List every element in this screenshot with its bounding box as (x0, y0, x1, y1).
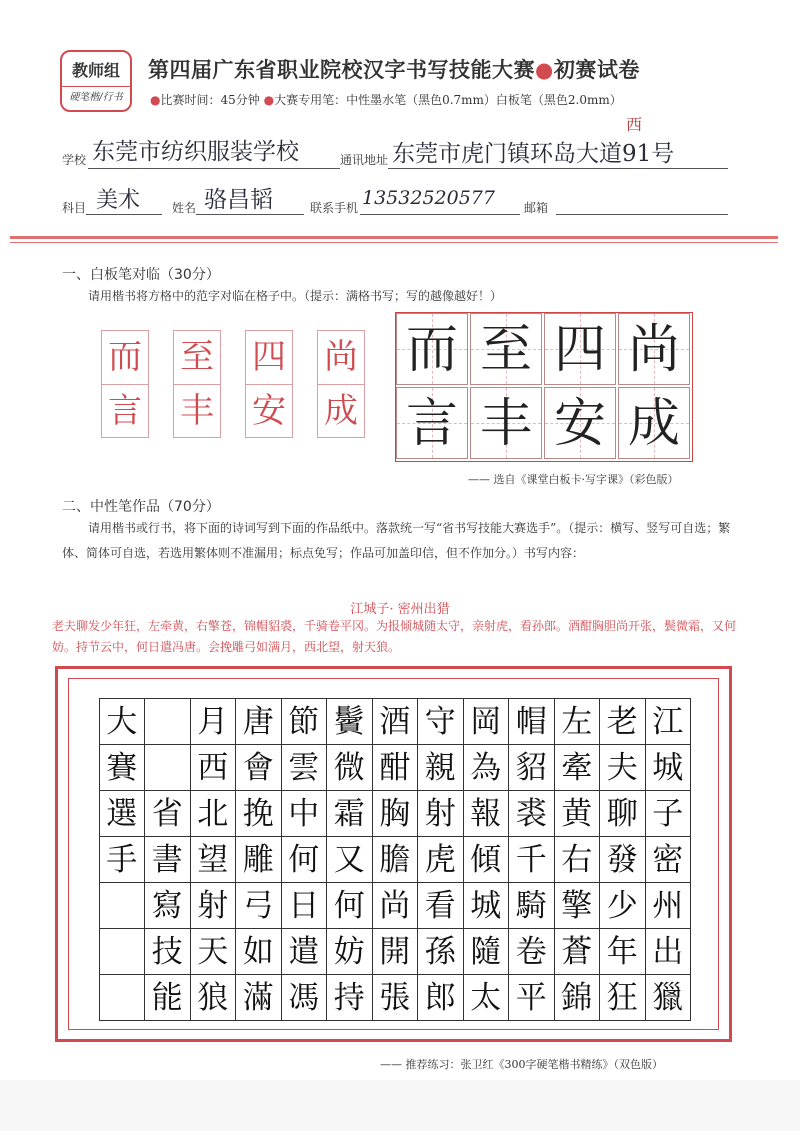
grid-cell[interactable]: 少 (599, 882, 646, 929)
school-label: 学校 (62, 153, 87, 167)
grid-cell[interactable]: 傾 (463, 836, 510, 883)
section2-instructions: 请用楷书或行书，将下面的诗词写到下面的作品纸中。落款统一写“省书写技能大赛选手”。（提示：横写、竖写可自选；繁体、简体可自选，若选用繁体则不准漏用；标点免写；作品可加盖印信，但不作加分。）书写内容： (62, 521, 731, 560)
grid-cell[interactable]: 狂 (599, 974, 646, 1021)
grid-cell[interactable]: 持 (326, 974, 373, 1021)
model-card (317, 330, 365, 438)
grid-cell[interactable]: 郎 (417, 974, 464, 1021)
name-field[interactable]: 骆昌韬 (204, 187, 273, 213)
name-label: 姓名 (172, 201, 197, 215)
grid-cell[interactable]: 霜 (326, 790, 373, 837)
email-underline (556, 214, 728, 215)
grid-cell[interactable]: 射 (417, 790, 464, 837)
grid-cell[interactable] (99, 882, 146, 929)
copied-char: 丰 (479, 394, 532, 454)
copy-cell[interactable] (618, 313, 690, 385)
section1-source: —— 选自《课堂白板卡·写字课》（彩色版） (468, 473, 679, 486)
grid-cell[interactable]: 北 (190, 790, 237, 837)
grid-cell[interactable]: 鬢 (326, 698, 373, 745)
grid-cell[interactable]: 如 (235, 928, 282, 975)
page-title (148, 54, 640, 84)
model-char: 成 (324, 391, 358, 431)
grid-cell[interactable]: 酒 (372, 698, 419, 745)
name-underline (196, 214, 304, 215)
grid-cell[interactable] (99, 928, 146, 975)
section1-instructions: 请用楷书将方格中的范字对临在格子中。（提示：满格书写；写的越像越好！） (88, 289, 503, 303)
grid-cell[interactable]: 左 (554, 698, 601, 745)
grid-cell[interactable]: 寫 (144, 882, 191, 929)
grid-cell[interactable]: 擎 (554, 882, 601, 929)
grid-cell[interactable]: 技 (144, 928, 191, 975)
grid-cell[interactable]: 密 (645, 836, 692, 883)
grid-cell[interactable]: 月 (190, 698, 237, 745)
grid-cell[interactable]: 城 (463, 882, 510, 929)
exam-subtitle (150, 91, 622, 108)
poem-title: 江城子· 密州出猎 (350, 602, 450, 617)
grid-cell[interactable] (144, 698, 191, 745)
section1-heading: 一、白板笔对临（30分） (62, 267, 220, 283)
grid-cell[interactable]: 平 (508, 974, 555, 1021)
copy-cell[interactable] (470, 387, 542, 459)
grid-cell[interactable]: 能 (144, 974, 191, 1021)
copied-char: 言 (405, 394, 458, 454)
address-underline (388, 168, 728, 169)
address-insert-mark: 西 (626, 115, 643, 134)
grid-cell[interactable]: 唐 (235, 698, 282, 745)
grid-cell[interactable]: 弓 (235, 882, 282, 929)
grid-cell[interactable]: 馮 (281, 974, 328, 1021)
grid-cell[interactable]: 貂 (508, 744, 555, 791)
grid-cell[interactable]: 遣 (281, 928, 328, 975)
model-char: 尚 (324, 337, 358, 377)
section2-heading: 二、中性笔作品（70分） (62, 499, 220, 515)
grid-cell[interactable]: 日 (281, 882, 328, 929)
grid-cell[interactable]: 岡 (463, 698, 510, 745)
grid-cell[interactable]: 雕 (235, 836, 282, 883)
grid-cell[interactable]: 隨 (463, 928, 510, 975)
grid-cell[interactable]: 中 (281, 790, 328, 837)
poem-text: 老夫聊发少年狂，左牵黄，右擎苍，锦帽貂裘，千骑卷平冈。为报倾城随太守，亲射虎，看孙郎。酒酣胸胆尚开张，鬓微霜，又何妨。持节云中，何日遣冯唐。会挽雕弓如满月，西北望，射天狼。 (52, 619, 737, 654)
copy-cell[interactable] (396, 387, 468, 459)
email-label: 邮箱 (524, 201, 549, 215)
subject-label: 科目 (62, 201, 87, 215)
school-underline (88, 168, 340, 169)
grid-cell[interactable]: 妨 (326, 928, 373, 975)
grid-cell[interactable]: 西 (190, 744, 237, 791)
grid-cell[interactable]: 夫 (599, 744, 646, 791)
grid-cell[interactable]: 大 (99, 698, 146, 745)
model-char: 而 (108, 337, 142, 377)
grid-cell[interactable]: 滿 (235, 974, 282, 1021)
grid-cell[interactable]: 裘 (508, 790, 555, 837)
model-card (245, 330, 293, 438)
grid-cell[interactable]: 黄 (554, 790, 601, 837)
copied-char: 而 (405, 320, 458, 380)
grid-cell[interactable]: 州 (645, 882, 692, 929)
copy-cell[interactable] (618, 387, 690, 459)
grid-cell[interactable]: 張 (372, 974, 419, 1021)
subtitle-dot: ● (150, 93, 161, 107)
phone-underline (360, 214, 520, 215)
grid-cell[interactable]: 親 (417, 744, 464, 791)
address-field[interactable]: 东莞市虎门镇环岛大道91号 (392, 141, 675, 167)
badge-style-label: 硬笔楷/行书 (69, 92, 123, 103)
header-divider (10, 236, 778, 239)
model-card (101, 330, 149, 438)
grid-cell[interactable]: 牽 (554, 744, 601, 791)
grid-cell[interactable]: 騎 (508, 882, 555, 929)
grid-cell[interactable]: 錦 (554, 974, 601, 1021)
grid-cell[interactable]: 書 (144, 836, 191, 883)
model-char: 安 (252, 391, 286, 431)
grid-cell[interactable]: 報 (463, 790, 510, 837)
grid-cell[interactable]: 江 (645, 698, 692, 745)
grid-cell[interactable]: 尚 (372, 882, 419, 929)
model-char: 四 (252, 337, 286, 377)
grid-cell[interactable]: 胸 (372, 790, 419, 837)
grid-cell[interactable]: 虎 (417, 836, 464, 883)
grid-cell[interactable]: 膽 (372, 836, 419, 883)
copied-char: 安 (553, 394, 606, 454)
grid-cell[interactable]: 老 (599, 698, 646, 745)
copied-char: 成 (627, 394, 680, 454)
recommendation: —— 推荐练习：张卫红《300字硬笔楷书精练》（双色版） (380, 1058, 663, 1071)
copy-cell[interactable] (544, 313, 616, 385)
grid-cell[interactable]: 右 (554, 836, 601, 883)
grid-cell[interactable]: 聊 (599, 790, 646, 837)
grid-cell[interactable]: 守 (417, 698, 464, 745)
grid-cell[interactable]: 何 (281, 836, 328, 883)
grid-cell[interactable]: 手 (99, 836, 146, 883)
model-char: 至 (180, 337, 214, 377)
exam-pens: 大赛专用笔：中性墨水笔（黑色0.7mm）白板笔（黑色2.0mm） (274, 93, 622, 107)
grid-cell[interactable]: 卷 (508, 928, 555, 975)
grid-cell[interactable]: 出 (645, 928, 692, 975)
model-card (173, 330, 221, 438)
grid-cell[interactable]: 望 (190, 836, 237, 883)
grid-cell[interactable]: 賽 (99, 744, 146, 791)
title-suffix: 初赛试卷 (553, 58, 640, 82)
model-char: 言 (108, 391, 142, 431)
copy-grid[interactable] (395, 312, 693, 462)
address-label: 通讯地址 (340, 153, 389, 167)
grid-cell[interactable] (99, 974, 146, 1021)
grid-cell[interactable]: 節 (281, 698, 328, 745)
grid-cell[interactable]: 蒼 (554, 928, 601, 975)
grid-cell[interactable]: 太 (463, 974, 510, 1021)
grid-cell[interactable]: 看 (417, 882, 464, 929)
phone-field[interactable]: 13532520577 (362, 187, 495, 209)
copied-char: 至 (479, 320, 532, 380)
grid-cell[interactable]: 獵 (645, 974, 692, 1021)
grid-cell[interactable]: 帽 (508, 698, 555, 745)
subject-field[interactable]: 美术 (96, 188, 141, 213)
grid-cell[interactable]: 城 (645, 744, 692, 791)
grid-cell[interactable]: 挽 (235, 790, 282, 837)
grid-cell[interactable]: 千 (508, 836, 555, 883)
page-bottom-margin (0, 1080, 800, 1131)
subject-underline (86, 214, 162, 215)
phone-label: 联系手机 (310, 201, 359, 215)
grid-cell[interactable] (144, 744, 191, 791)
grid-cell[interactable]: 會 (235, 744, 282, 791)
subtitle-dot-2: ● (263, 93, 275, 107)
badge-group-label: 教师组 (62, 52, 130, 87)
grid-cell[interactable]: 又 (326, 836, 373, 883)
grid-cell[interactable]: 狼 (190, 974, 237, 1021)
grid-cell[interactable]: 選 (99, 790, 146, 837)
school-field[interactable]: 东莞市纺织服装学校 (92, 139, 299, 165)
copy-cell[interactable] (470, 313, 542, 385)
grid-cell[interactable]: 子 (645, 790, 692, 837)
grid-cell[interactable]: 年 (599, 928, 646, 975)
grid-cell[interactable]: 發 (599, 836, 646, 883)
copied-char: 尚 (627, 320, 680, 380)
grid-cell[interactable]: 酣 (372, 744, 419, 791)
grid-cell[interactable]: 為 (463, 744, 510, 791)
grid-cell[interactable]: 何 (326, 882, 373, 929)
model-char: 丰 (180, 391, 214, 431)
copied-char: 四 (553, 320, 606, 380)
grid-cell[interactable]: 開 (372, 928, 419, 975)
grid-cell[interactable]: 雲 (281, 744, 328, 791)
title-dot: ● (535, 58, 554, 82)
grid-cell[interactable]: 微 (326, 744, 373, 791)
grid-cell[interactable]: 省 (144, 790, 191, 837)
title-main: 第四届广东省职业院校汉字书写技能大赛 (148, 58, 535, 82)
copy-cell[interactable] (544, 387, 616, 459)
copy-cell[interactable] (396, 313, 468, 385)
grid-cell[interactable]: 射 (190, 882, 237, 929)
grid-cell[interactable]: 孫 (417, 928, 464, 975)
work-paper-grid[interactable] (97, 698, 690, 1020)
header-divider-thin (10, 242, 778, 243)
grid-cell[interactable]: 天 (190, 928, 237, 975)
group-badge (60, 50, 132, 112)
exam-time: 比赛时间：45分钟 (160, 93, 260, 107)
